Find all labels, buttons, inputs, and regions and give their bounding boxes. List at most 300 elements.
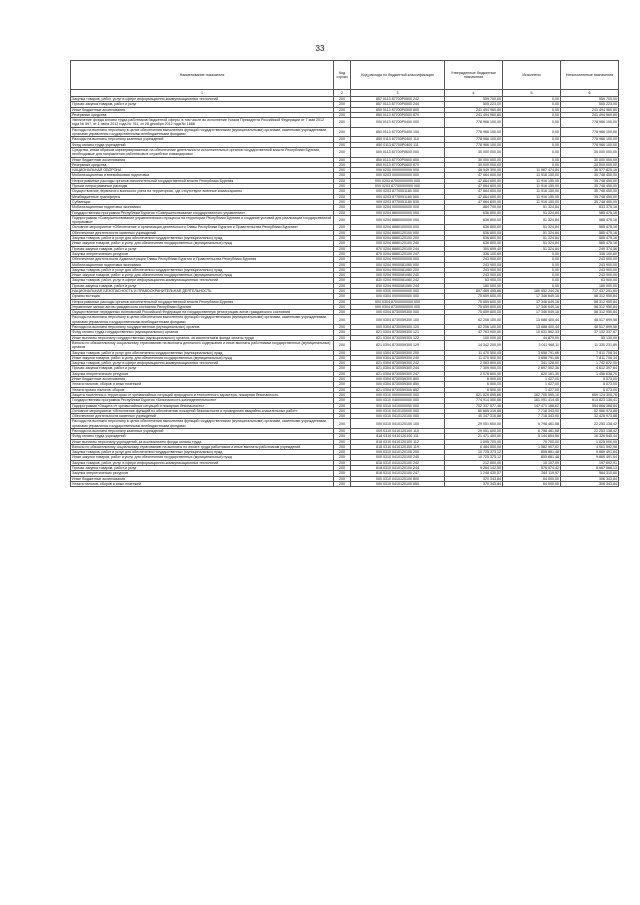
row-executed: 17 346 649,16	[503, 299, 561, 304]
row-unexecuted: 833 375,16	[561, 205, 619, 210]
row-executed: 0,00	[503, 142, 561, 147]
row-indicator-name: Закупка товаров, работ и услуг для обеспечения государственных (муниципальных) нужд	[71, 236, 334, 241]
row-line-code: 200	[334, 168, 351, 173]
row-executed: 162 705 595,10	[503, 392, 561, 397]
row-executed: 11 916 150,00	[503, 184, 561, 189]
row-unexecuted: 1 025 000,00	[561, 439, 619, 444]
row-unexecuted: 659 124 300,76	[561, 392, 619, 397]
row-budget-code: 000 0200 0000000000 000	[351, 168, 445, 173]
row-indicator-name: Подпрограмма «Совершенствование управленческого процесса на территории Республики Бурятия и создание условий для реализации государственной программы»	[71, 215, 334, 225]
row-indicator-name: Управление записи актов гражданского состояния Республики Бурятия	[71, 304, 334, 309]
row-unexecuted: 336 100,60	[561, 251, 619, 256]
table-row	[71, 304, 619, 309]
row-approved: 10 725 373,12	[445, 455, 503, 460]
row-executed: 51 324,84	[503, 215, 561, 225]
table-row	[71, 481, 619, 486]
row-executed: 11 916 150,00	[503, 173, 561, 178]
row-line-code: 200	[334, 142, 351, 147]
row-line-code: 200	[334, 439, 351, 444]
row-unexecuted: 22 253 138,42	[561, 429, 619, 434]
row-unexecuted: 58 312 950,84	[561, 294, 619, 299]
row-line-code: 200	[334, 466, 351, 471]
row-executed: 70 700,00	[503, 439, 561, 444]
table-header-row	[71, 61, 619, 90]
row-approved: 636 800,00	[445, 230, 503, 235]
row-unexecuted: 585 475,16	[561, 230, 619, 235]
row-unexecuted: 35 748 450,00	[561, 199, 619, 204]
column-number: 2	[334, 90, 351, 97]
row-budget-code: 818 0310 0410120100 111	[351, 434, 445, 439]
row-budget-code: 857 0113 87700Р0500 242	[351, 97, 445, 102]
row-executed: 51 324,84	[503, 236, 561, 241]
row-approved: 702 337 577,46	[445, 403, 503, 408]
row-budget-code: 818 0310 0410120100 247	[351, 471, 445, 476]
row-line-code: 200	[334, 434, 351, 439]
row-budget-code: 818 0310 0410120100 244	[351, 466, 445, 471]
table-row	[71, 325, 619, 330]
row-indicator-name: Государственная программа Республики Бурятия «Совершенствование государственного управления»	[71, 210, 334, 215]
row-indicator-name: Субвенции	[71, 199, 334, 204]
row-indicator-name: Основное мероприятие «Обеспечение и организация деятельности Главы Республики Бурятия и Правительства Республики Бурятия»	[71, 225, 334, 230]
row-approved: 47 763 900,00	[445, 330, 503, 335]
row-indicator-name: Уплата налогов, сборов и иных платежей	[71, 382, 334, 387]
header-executed: Исполнено	[503, 61, 561, 90]
row-line-code: 200	[334, 382, 351, 387]
page-number: 33	[315, 44, 325, 53]
row-executed: 64 000,00	[503, 481, 561, 486]
row-executed: 10 631 562,33	[503, 330, 561, 335]
row-executed: 3 011 968,11	[503, 340, 561, 350]
row-budget-code: 000 0304 8730059300 200	[351, 350, 445, 355]
row-approved: 6 500,00	[445, 382, 503, 387]
row-line-code: 200	[334, 184, 351, 189]
row-line-code: 200	[334, 246, 351, 251]
row-budget-code: 821 0304 8730059300 121	[351, 330, 445, 335]
header-indicator-name: Наименование показателя	[71, 61, 334, 90]
row-approved: 505 223,00	[445, 102, 503, 107]
row-executed: 0,00	[503, 273, 561, 278]
row-budget-code: 000 0204 9900000000 000	[351, 257, 445, 262]
row-executed: 7 718 343,00	[503, 408, 561, 413]
row-budget-code: 830 0204 9900081080 242	[351, 278, 445, 283]
row-indicator-name: Уплата налогов, сборов и иных платежей	[71, 481, 334, 486]
row-indicator-name: Расходы на выплаты персоналу в целях обеспечения выполнения функций государственными (муниципальными) органами, казенными учреждениями, органами управления государственными внебюджетными фондами	[71, 315, 334, 325]
row-line-code: 200	[334, 450, 351, 455]
row-indicator-name: Взносы по обязательному социальному страхованию на выплаты денежного содержания и иные выплаты работникам государственных (муниципальных) органов	[71, 340, 334, 350]
row-approved: 636 800,00	[445, 210, 503, 215]
row-indicator-name: Иные бюджетные ассигнования	[71, 107, 334, 112]
row-indicator-name: Иные закупки товаров, работ и услуг для обеспечения государственных (муниципальных) нужд	[71, 455, 334, 460]
row-unexecuted: 778 966 100,00	[561, 118, 619, 128]
row-executed: 13 688 400,44	[503, 325, 561, 330]
column-number: 5	[503, 90, 561, 97]
row-executed: 0,00	[503, 251, 561, 256]
row-approved: 241 494 960,80	[445, 112, 503, 117]
row-budget-code: 850 0113 87700Р0500 800	[351, 107, 445, 112]
row-indicator-name: Обеспечение деятельности казенных учреждений	[71, 230, 334, 235]
row-line-code: 200	[334, 288, 351, 293]
row-indicator-name: Иные бюджетные ассигнования	[71, 377, 334, 382]
row-executed: 180 052 244,26	[503, 288, 561, 293]
row-executed: 64 000,00	[503, 476, 561, 481]
row-unexecuted: 306 343,84	[561, 476, 619, 481]
row-line-code: 200	[334, 273, 351, 278]
row-budget-code: 830 0204 9900081080 244	[351, 283, 445, 288]
row-budget-code: 000 0204 9900081080 200	[351, 267, 445, 272]
row-line-code: 200	[334, 241, 351, 246]
row-indicator-name: Закупка энергетических ресурсов	[71, 251, 334, 256]
row-unexecuted: 243 900,00	[561, 267, 619, 272]
table-row	[71, 127, 619, 137]
row-budget-code: 000 0310 0410120100 850	[351, 481, 445, 486]
row-line-code: 200	[334, 162, 351, 167]
row-approved: 884 700,00	[445, 205, 503, 210]
row-executed: 0,00	[503, 137, 561, 142]
row-unexecuted: 778 966 100,00	[561, 137, 619, 142]
row-budget-code: 818 0310 0410120100 112	[351, 439, 445, 444]
row-budget-code: 000 0204 8880120100 200	[351, 236, 445, 241]
row-executed: 11 967 474,84	[503, 168, 561, 173]
row-approved: 300 699,40	[445, 246, 503, 251]
row-indicator-name: Взносы по обязательному социальному страхованию на выплаты по оплате труда работников и иные выплаты работникам учреждений	[71, 444, 334, 449]
row-budget-code: 000 0304 8730059300 000	[351, 310, 445, 315]
row-approved: 62 206 100,00	[445, 315, 503, 325]
row-budget-code: 870 0204 8880120100 247	[351, 251, 445, 256]
row-line-code: 200	[334, 429, 351, 434]
table-row	[71, 288, 619, 293]
row-budget-code: 000 0310 0410120100 100	[351, 419, 445, 429]
row-approved: 75 659 600,00	[445, 304, 503, 309]
row-indicator-name: Мобилизационная подготовка экономики	[71, 205, 334, 210]
row-executed: 0,00	[503, 267, 561, 272]
row-line-code: 200	[334, 403, 351, 408]
row-indicator-name: Прочая закупка товаров, работ и услуг	[71, 246, 334, 251]
row-approved: 47 664 600,00	[445, 178, 503, 183]
row-line-code: 200	[334, 112, 351, 117]
row-approved: 47 664 600,00	[445, 194, 503, 199]
row-unexecuted: 778 966 100,00	[561, 127, 619, 137]
row-unexecuted: 180 000,00	[561, 283, 619, 288]
row-indicator-name: Фонд оплаты труда учреждений	[71, 142, 334, 147]
row-executed: 855 881,48	[503, 455, 561, 460]
column-number: 3	[351, 90, 445, 97]
row-executed: 576 574,42	[503, 466, 561, 471]
row-approved: 6 500,00	[445, 387, 503, 392]
row-approved: 40 147 316,88	[445, 414, 503, 419]
row-unexecuted: 35 748 450,00	[561, 189, 619, 194]
row-budget-code: 000 0204 9900081080 240	[351, 273, 445, 278]
row-budget-code: 909 0203 8770051180 530	[351, 199, 445, 204]
row-approved: 14 342 200,00	[445, 340, 503, 350]
row-approved: 30 000 000,00	[445, 147, 503, 157]
row-executed: 147 471 188,62	[503, 403, 561, 408]
row-indicator-name: Фонд оплаты труда учреждений	[71, 434, 334, 439]
row-unexecuted: 585 475,16	[561, 225, 619, 230]
row-line-code: 200	[334, 178, 351, 183]
table-body	[71, 97, 619, 487]
row-unexecuted: 585 475,16	[561, 236, 619, 241]
row-executed: 0,00	[503, 102, 561, 107]
row-indicator-name: Расходы на выплаты персоналу государственных (муниципальных) органов	[71, 325, 334, 330]
row-indicator-name: Закупка товаров, работ и услуг для обеспечения государственных (муниципальных) нужд	[71, 350, 334, 355]
row-line-code: 200	[334, 236, 351, 241]
row-indicator-name: Закупка товаров, работ, услуг в сфере информационно-коммуникационных технологий	[71, 361, 334, 366]
row-executed: 6 798 461,58	[503, 419, 561, 429]
row-line-code: 200	[334, 350, 351, 355]
row-indicator-name: Защита населения и территории от чрезвычайных ситуаций природного и техногенного характера, пожарная безопасность	[71, 392, 334, 397]
row-line-code: 200	[334, 127, 351, 137]
row-unexecuted: 241 494 960,80	[561, 107, 619, 112]
row-line-code: 200	[334, 340, 351, 350]
row-executed: 1 427,00	[503, 387, 561, 392]
row-line-code: 200	[334, 262, 351, 267]
row-budget-code: 000 0304 8730059300 800	[351, 377, 445, 382]
row-approved: 29 051 600,00	[445, 419, 503, 429]
row-indicator-name: Прочие непрограммные расходы	[71, 184, 334, 189]
row-line-code: 200	[334, 355, 351, 360]
row-unexecuted: 243 900,00	[561, 273, 619, 278]
row-unexecuted: 5 073,00	[561, 387, 619, 392]
row-approved: 30 000 000,00	[445, 157, 503, 162]
row-executed: 341 128,00	[503, 361, 561, 366]
row-executed: 3 658 791,66	[503, 355, 561, 360]
row-budget-code: 821 0304 8730059300 247	[351, 371, 445, 376]
row-budget-code: 000 0310 0410000000 000	[351, 403, 445, 408]
row-executed: 17 346 649,16	[503, 294, 561, 299]
row-line-code: 200	[334, 414, 351, 419]
row-approved: 241 494 960,80	[445, 107, 503, 112]
row-indicator-name: Осуществление переданных полномочий Российской Федерации на государственную регистрацию актов гражданского состояния	[71, 310, 334, 315]
row-approved: 774 914 550,86	[445, 398, 503, 403]
row-unexecuted: 11 330 231,89	[561, 340, 619, 350]
row-line-code: 200	[334, 387, 351, 392]
row-budget-code: 000 0304 0000000000 000	[351, 294, 445, 299]
row-approved: 6 484 500,00	[445, 444, 503, 449]
row-unexecuted: 306 343,84	[561, 481, 619, 486]
row-approved: 7 309 900,00	[445, 366, 503, 371]
row-unexecuted: 7 811 708,34	[561, 355, 619, 360]
row-executed: 51 324,84	[503, 210, 561, 215]
row-indicator-name: Государственная программа Республики Бурятия «Безопасность жизнедеятельности»	[71, 398, 334, 403]
column-number: 6	[561, 90, 619, 97]
row-budget-code: 000 0203 87000000000 000	[351, 178, 445, 183]
row-unexecuted: 35 748 450,00	[561, 184, 619, 189]
row-budget-code: 000 0204 8880100000 000	[351, 225, 445, 230]
row-budget-code: 821 0304 8730059300 242	[351, 361, 445, 366]
row-approved: 62 206 100,00	[445, 325, 503, 330]
row-line-code: 200	[334, 283, 351, 288]
row-approved: 11 470 500,00	[445, 355, 503, 360]
row-indicator-name: Органы юстиции	[71, 294, 334, 299]
row-unexecuted: 30 000 000,00	[561, 162, 619, 167]
row-approved: 75 659 600,00	[445, 294, 503, 299]
row-executed: 7 718 343,00	[503, 414, 561, 419]
row-unexecuted: 585 475,16	[561, 210, 619, 215]
row-unexecuted: 30 000 000,00	[561, 157, 619, 162]
row-indicator-name: Непрограммные расходы органов исполнительной государственной власти Республики Бурятия	[71, 299, 334, 304]
row-approved: 778 966 100,00	[445, 118, 503, 128]
row-unexecuted: 249 374,56	[561, 246, 619, 251]
table-row	[71, 330, 619, 335]
row-unexecuted: 243 900,00	[561, 262, 619, 267]
row-line-code: 200	[334, 377, 351, 382]
row-line-code: 200	[334, 157, 351, 162]
row-line-code: 200	[334, 471, 351, 476]
row-unexecuted: 5 073,00	[561, 377, 619, 382]
row-line-code: 200	[334, 205, 351, 210]
row-budget-code: 000 0203 8770051180 500	[351, 194, 445, 199]
row-unexecuted: 58 312 950,84	[561, 304, 619, 309]
row-executed: 13 688 400,44	[503, 315, 561, 325]
row-line-code: 200	[334, 147, 351, 157]
row-line-code: 200	[334, 330, 351, 335]
row-approved: 212 800,00	[445, 460, 503, 465]
row-approved: 2 076 800,00	[445, 371, 503, 376]
row-unexecuted: 241 494 960,80	[561, 112, 619, 117]
row-approved: 243 900,00	[445, 257, 503, 262]
row-approved: 63 900,00	[445, 278, 503, 283]
row-indicator-name: Средства, иным образом зарезервированные на обеспечение деятельности исполнительных органов государственной власти Республики Бурятия, необходимые для направления работникам в служебные командировки	[71, 147, 334, 157]
row-line-code: 200	[334, 173, 351, 178]
row-line-code: 200	[334, 392, 351, 397]
row-approved: 636 800,00	[445, 215, 503, 225]
row-budget-code: 818 0310 0410120100 119	[351, 444, 445, 449]
row-executed: 15 107,09	[503, 460, 561, 465]
row-unexecuted: 778 966 100,00	[561, 142, 619, 147]
row-executed: 44 870,00	[503, 335, 561, 340]
row-executed: 620 161,30	[503, 371, 561, 376]
row-line-code: 200	[334, 361, 351, 366]
row-executed: 2 697 502,36	[503, 366, 561, 371]
row-indicator-name: Расходы на выплаты персоналу в целях обеспечения выполнения функций государственными (муниципальными) органами, казенными учреждениями, органами управления государственными внебюджетными фондами	[71, 419, 334, 429]
row-budget-code: 000 0204 9900081080 000	[351, 262, 445, 267]
row-executed: 51 324,84	[503, 225, 561, 230]
row-executed: 0,00	[503, 157, 561, 162]
row-executed: 17 346 649,16	[503, 310, 561, 315]
table-row	[71, 189, 619, 194]
row-executed: 0,00	[503, 107, 561, 112]
row-unexecuted: 30 000 000,00	[561, 147, 619, 157]
row-budget-code: 000 0304 8730059300 120	[351, 325, 445, 330]
row-approved: 2 083 800,00	[445, 361, 503, 366]
row-approved: 75 659 600,00	[445, 310, 503, 315]
row-approved: 1 248 430,57	[445, 471, 503, 476]
row-unexecuted: 58 312 950,84	[561, 310, 619, 315]
row-unexecuted: 1 456 638,70	[561, 371, 619, 376]
row-indicator-name: Иные выплаты персоналу государственных (муниципальных) органов, за исключением фонда оплаты труда	[71, 335, 334, 340]
row-approved: 778 966 100,00	[445, 127, 503, 137]
row-line-code: 200	[334, 257, 351, 262]
row-budget-code: 000 0310 0410100000 000	[351, 408, 445, 413]
row-unexecuted: 9 869 491,64	[561, 450, 619, 455]
row-line-code: 200	[334, 294, 351, 299]
row-approved: 370 343,84	[445, 476, 503, 481]
row-line-code: 200	[334, 97, 351, 102]
row-approved: 243 900,00	[445, 267, 503, 272]
row-line-code: 200	[334, 460, 351, 465]
row-approved: 336 100,60	[445, 251, 503, 256]
row-budget-code: 850 0113 87700Р0500 870	[351, 112, 445, 117]
row-unexecuted: 197 692,91	[561, 460, 619, 465]
column-number-row	[71, 90, 619, 97]
row-unexecuted: 8 687 568,13	[561, 466, 619, 471]
row-line-code: 200	[334, 315, 351, 325]
row-budget-code: 000 0304 8730059300 850	[351, 382, 445, 387]
table-row	[71, 398, 619, 403]
table-row	[71, 392, 619, 397]
table-row	[71, 419, 619, 429]
row-indicator-name: Расходы на выплаты персоналу казенных учреждений	[71, 137, 334, 142]
row-indicator-name: Закупка энергетических ресурсов	[71, 471, 334, 476]
row-line-code: 200	[334, 230, 351, 235]
row-budget-code: 821 0304 8730059300 129	[351, 340, 445, 350]
row-unexecuted: 22 253 138,42	[561, 419, 619, 429]
row-approved: 10 725 373,12	[445, 450, 503, 455]
row-indicator-name: Закупка товаров, работ и услуг для обеспечения государственных (муниципальных) нужд	[71, 267, 334, 272]
row-budget-code: 850 0113 87700Р0400 110	[351, 137, 445, 142]
row-executed: 6 798 461,58	[503, 429, 561, 434]
row-unexecuted: 32 428 973,88	[561, 414, 619, 419]
row-line-code: 200	[334, 118, 351, 128]
row-approved: 29 051 600,00	[445, 429, 503, 434]
row-executed: 1 582 907,02	[503, 444, 561, 449]
row-executed: 0,00	[503, 147, 561, 157]
row-executed: 264 119,97	[503, 471, 561, 476]
row-indicator-name: Фонд оплаты труда государственных (муниципальных) органов	[71, 330, 334, 335]
table-row	[71, 178, 619, 183]
row-approved: 11 470 500,00	[445, 350, 503, 355]
row-line-code: 200	[334, 304, 351, 309]
row-unexecuted: 559 700,00	[561, 97, 619, 102]
row-executed: 51 324,84	[503, 241, 561, 246]
row-line-code: 200	[334, 371, 351, 376]
table-row	[71, 310, 619, 315]
row-budget-code: 821 0304 8730059300 122	[351, 335, 445, 340]
row-line-code: 200	[334, 419, 351, 429]
row-line-code: 200	[334, 189, 351, 194]
row-indicator-name: Закупка энергетических ресурсов	[71, 371, 334, 376]
header-line-code: Код строки	[334, 61, 351, 90]
row-line-code: 200	[334, 335, 351, 340]
row-budget-code: 850 0113 87700Р0600 800	[351, 157, 445, 162]
row-unexecuted: 7 811 708,34	[561, 350, 619, 355]
row-indicator-name: Иные бюджетные ассигнования	[71, 476, 334, 481]
row-line-code: 200	[334, 199, 351, 204]
row-budget-code: 000 0203 87700000000 000	[351, 184, 445, 189]
row-approved: 47 664 600,00	[445, 189, 503, 194]
row-approved: 636 800,00	[445, 236, 503, 241]
row-indicator-name: Иные бюджетные ассигнования	[71, 157, 334, 162]
row-executed: 0,00	[503, 278, 561, 283]
row-budget-code: 000 0310 0400000000 000	[351, 398, 445, 403]
row-line-code: 200	[334, 325, 351, 330]
row-unexecuted: 984 310,60	[561, 471, 619, 476]
row-indicator-name: Мобилизационная и вневойсковая подготовка	[71, 173, 334, 178]
row-budget-code: 000 0204 8880000000 000	[351, 215, 445, 225]
table-row	[71, 403, 619, 408]
row-budget-code: 000 0113 87700Р0400 000	[351, 118, 445, 128]
table-row	[71, 315, 619, 325]
row-line-code: 200	[334, 215, 351, 225]
row-indicator-name: Межбюджетные трансферты	[71, 194, 334, 199]
row-indicator-name: Закупка товаров, работ, услуг в сфере информационно-коммуникационных технологий	[71, 460, 334, 465]
row-approved: 180 000,00	[445, 283, 503, 288]
row-unexecuted: 9 869 491,64	[561, 455, 619, 460]
row-approved: 821 829 895,86	[445, 392, 503, 397]
row-indicator-name: Иные закупки товаров, работ и услуг для обеспечения государственных (муниципальных) нужд	[71, 241, 334, 246]
row-budget-code: 000 0304 8730059300 100	[351, 315, 445, 325]
row-budget-code: 821 0304 8730059300 852	[351, 387, 445, 392]
